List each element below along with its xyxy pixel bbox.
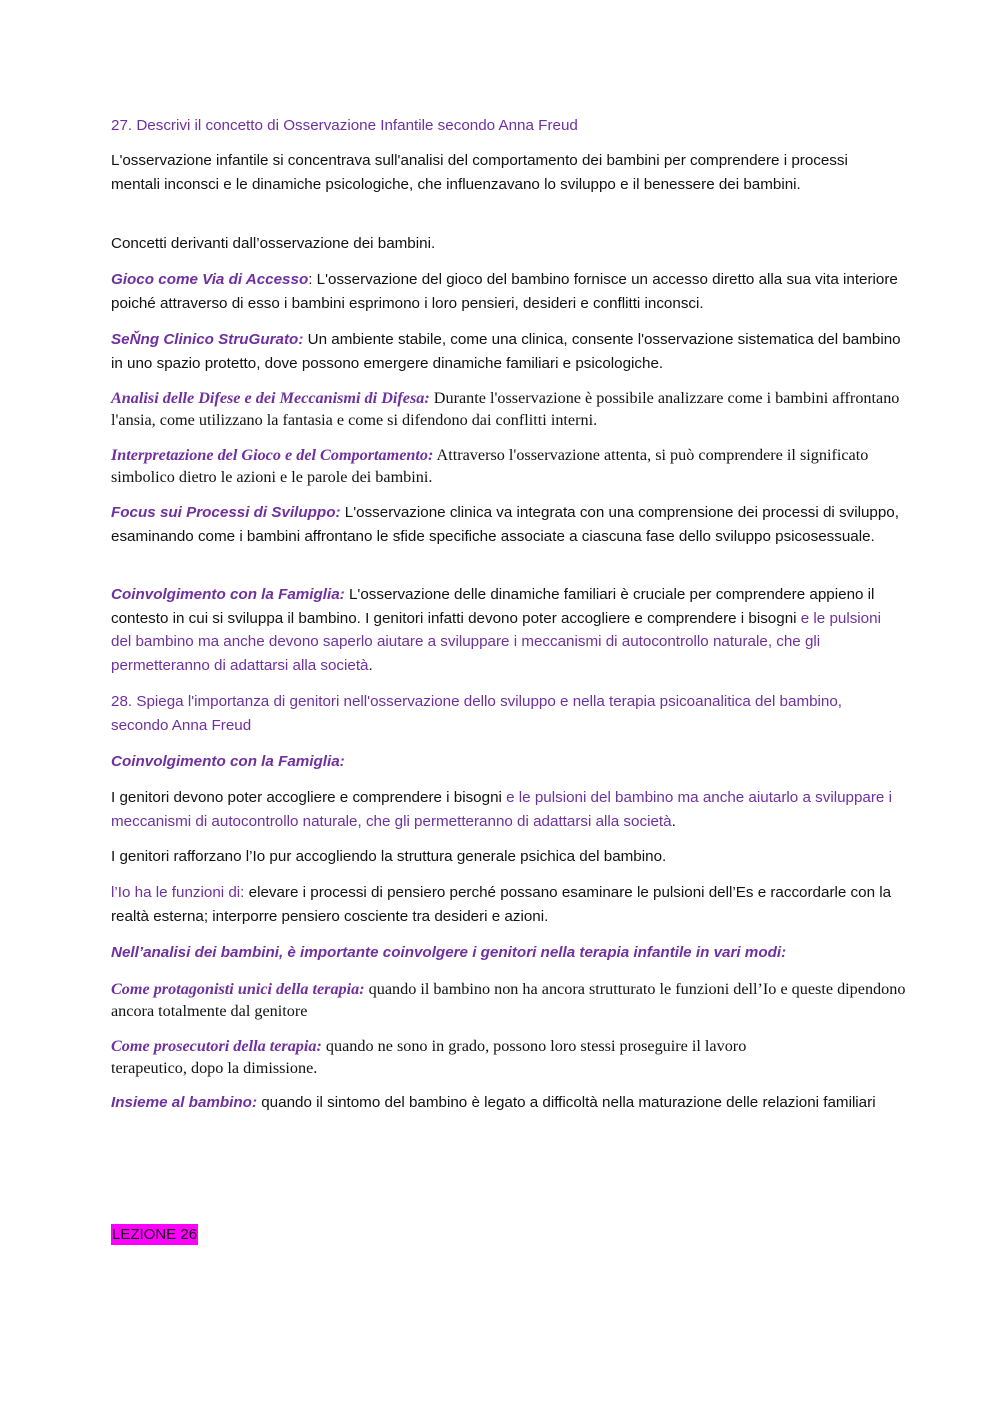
way-prosecutori — [111, 1035, 811, 1079]
p3-text: elevare i processi di pensiero perché possano esaminare le pulsioni dell’Es e raccordarle con la realtà esterna; interporre pensiero cosciente tra desideri e azioni. — [111, 884, 892, 925]
way-protagonisti — [111, 978, 911, 1022]
concept-interpretazione — [111, 444, 901, 488]
p1-text: I genitori devono poter accogliere e comprendere i bisogni — [111, 789, 502, 806]
concept-label: SeŇng Clinico StruGurato: — [111, 331, 304, 348]
concept-gioco — [111, 268, 901, 315]
concept-label: Coinvolgimento con la Famiglia: — [111, 586, 345, 603]
concept-text: Attraverso l'osservazione attenta, si può comprendere il significato simbolico dietro le azioni e le parole dei bambini. — [111, 446, 869, 486]
question-28-heading: 28. Spiega l'importanza di genitori nell'osservazione dello sviluppo e nella terapia psicoanalitica del bambino, secondo Anna Freud — [111, 693, 843, 734]
q28-paragraph-1 — [111, 786, 901, 833]
concept-label: Focus sui Processi di Sviluppo: — [111, 504, 341, 521]
lesson-tag: LEZIONE 26 — [112, 1226, 198, 1243]
concept-label: Interpretazione del Gioco e del Comportamento: — [111, 446, 434, 464]
way-label: Come prosecutori della terapia: — [111, 1037, 322, 1055]
concept-text: : L'osservazione del gioco del bambino fornisce un accesso diretto alla sua vita interiore poiché attraverso di esso i bambini esprimono i loro pensieri, desideri e conflitti inconsci. — [111, 271, 898, 312]
q28-paragraph-2: I genitori rafforzano l’Io pur accogliendo la struttura generale psichica del bambino. — [111, 848, 667, 865]
concept-text-highlighted: e le pulsioni del bambino ma anche devono saperlo aiutare a sviluppare i meccanismi di autocontrollo naturale, che gli permetteranno di adattarsi alla società — [111, 609, 881, 674]
q28-paragraph-3 — [111, 881, 901, 928]
p3-label: l’Io ha le funzioni di: — [111, 884, 245, 901]
concept-text: Durante l'osservazione è possibile analizzare come i bambini affrontano l'ansia, come utilizzano la fantasia e come si difendono dai conflitti interni. — [111, 389, 900, 429]
way-text: quando il bambino non ha ancora strutturato le funzioni dell’Io e queste dipendono ancora totalmente dal genitore — [111, 980, 906, 1020]
way-insieme — [111, 1091, 901, 1115]
concept-label: Gioco come Via di Accesso — [111, 271, 309, 288]
concept-text: L'osservazione delle dinamiche familiari è cruciale per comprendere appieno il contesto in cui si sviluppa il bambino. I genitori infatti devono poter accogliere e comprendere i bisogni — [111, 586, 875, 627]
concept-label: Analisi delle Difese e dei Meccanismi di Difesa: — [111, 389, 430, 407]
q28-ways-heading: Nell’analisi dei bambini, è importante coinvolgere i genitori nella terapia infantile in vari modi: — [111, 944, 787, 961]
concept-text: L'osservazione clinica va integrata con una comprensione dei processi di sviluppo, esaminando come i bambini affrontano le sfide specifiche associate a ciascuna fase dello sviluppo psicosessuale. — [111, 504, 899, 545]
q28-family-label: Coinvolgimento con la Famiglia: — [111, 753, 345, 770]
way-label: Insieme al bambino: — [111, 1094, 258, 1111]
way-label: Come protagonisti unici della terapia: — [111, 980, 365, 998]
p1-tail: . — [671, 812, 676, 830]
q27-intro-paragraph: L'osservazione infantile si concentrava sull'analisi del comportamento dei bambini per comprendere i processi mentali inconsci e le dinamiche psicologiche, che influenzavano lo sviluppo e il benessere dei bambini. — [111, 152, 848, 193]
q27-concepts-intro: Concetti derivanti dall’osservazione dei bambini. — [111, 235, 436, 252]
concept-sviluppo — [111, 501, 901, 548]
concept-setting — [111, 328, 901, 375]
question-27-heading: 27. Descrivi il concetto di Osservazione Infantile secondo Anna Freud — [111, 117, 578, 134]
concept-text-tail: . — [368, 656, 373, 674]
way-text: quando il sintomo del bambino è legato a difficoltà nella maturazione delle relazioni familiari — [257, 1094, 876, 1111]
concept-difese — [111, 387, 901, 431]
way-text: quando ne sono in grado, possono loro stessi proseguire il lavoro terapeutico, dopo la dimissione. — [111, 1037, 747, 1077]
concept-text: Un ambiente stabile, come una clinica, consente l'osservazione sistematica del bambino in uno spazio protetto, dove possono emergere dinamiche familiari e psicologiche. — [111, 331, 901, 372]
p1-text-highlighted: e le pulsioni del bambino ma anche aiutarlo a sviluppare i meccanismi di autocontrollo naturale, che gli permetteranno di adattarsi alla società — [111, 789, 892, 830]
concept-famiglia — [111, 583, 901, 677]
